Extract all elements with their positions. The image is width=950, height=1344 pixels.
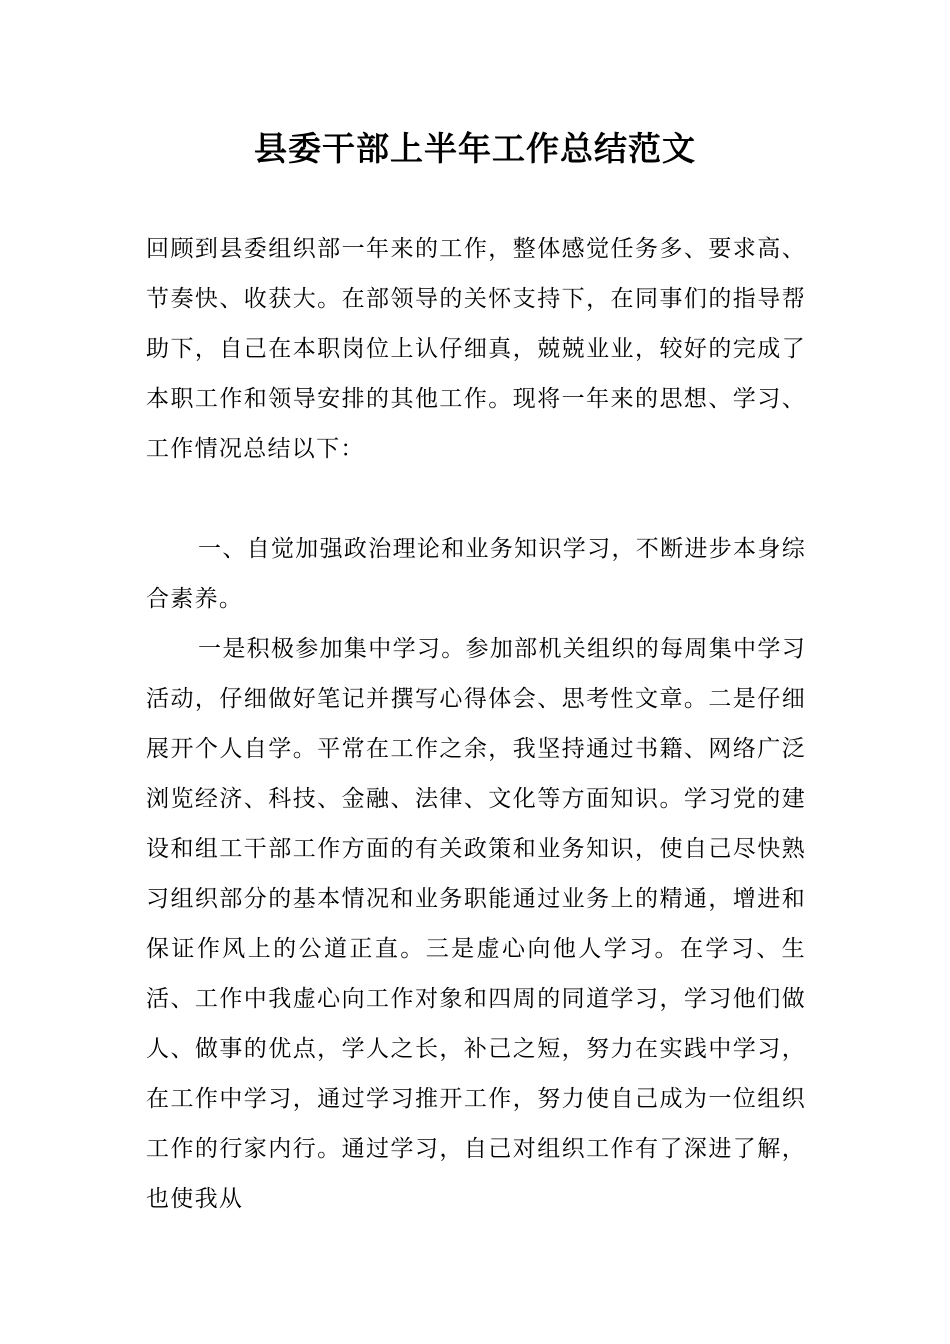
intro-paragraph: 回顾到县委组织部一年来的工作，整体感觉任务多、要求高、节奏快、收获大。在部领导的关怀支持下，在同事们的指导帮助下，自己在本职岗位上认仔细真，兢兢业业，较好的完成了本职工作和领导安排的其他工作。现将一年来的思想、学习、工作情况总结以下： bbox=[146, 236, 806, 462]
document-title: 县委干部上半年工作总结范文 bbox=[254, 129, 696, 168]
body-paragraph: 一是积极参加集中学习。参加部机关组织的每周集中学习活动，仔细做好笔记并撰写心得体会、思考性文章。二是仔细展开个人自学。平常在工作之余，我坚持通过书籍、网络广泛浏览经济、科技、金融、法律、文化等方面知识。学习党的建设和组工干部工作方面的有关政策和业务知识，使自己尽快熟习组织部分的基本情况和业务职能通过业务上的精通，增进和保证作风上的公道正直。三是虚心向他人学习。在学习、生活、工作中我虚心向工作对象和四周的同道学习，学习他们做人、做事的优点，学人之长，补己之短，努力在实践中学习，在工作中学习，通过学习推开工作，努力使自己成为一位组织工作的行家内行。通过学习，自己对组织工作有了深进了解，也使我从 bbox=[146, 636, 806, 1212]
document-body bbox=[146, 224, 806, 1224]
section-heading-1: 一、自觉加强政治理论和业务知识学习，不断进步本身综合素养。 bbox=[146, 536, 806, 612]
